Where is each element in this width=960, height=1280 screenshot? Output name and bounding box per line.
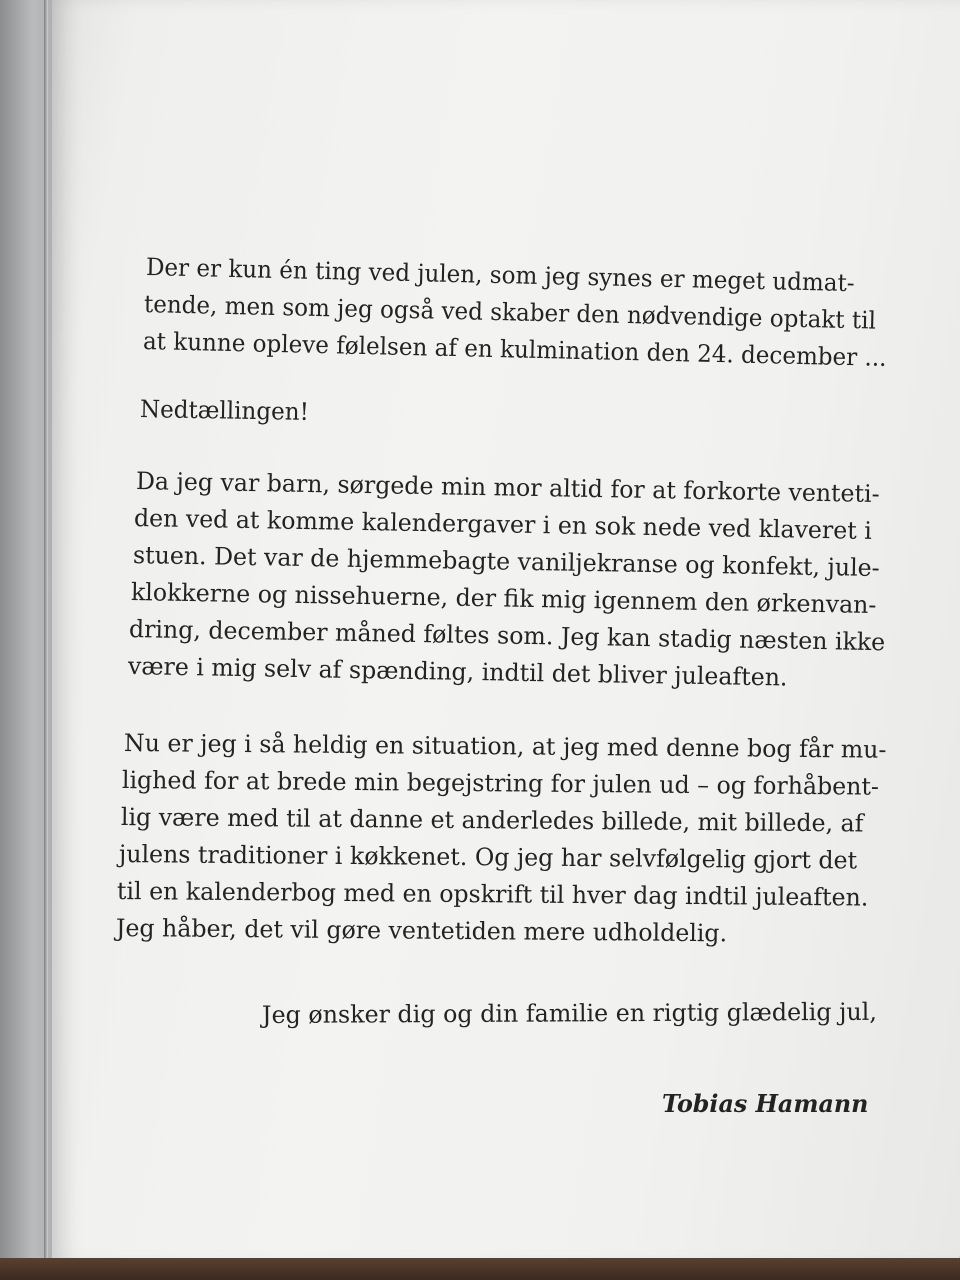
paragraph-4-line-4: julens traditioner i køkkenet. Og jeg har selvfølgelig gjort det — [118, 840, 858, 875]
paragraph-3-line-2: den ved at komme kalendergaver i en sok nede ved klaveret i — [133, 504, 873, 545]
closing-greeting: Jeg ønsker dig og din familie en rigtig glædelig jul, — [261, 997, 877, 1029]
paragraph-1-line-2: tende, men som jeg også ved skaber den nødvendige optakt til — [143, 290, 877, 335]
paragraph-1-line-3: at kunne opleve følelsen af en kulmination den 24. december ... — [142, 327, 887, 372]
paragraph-3-line-1: Da jeg var barn, sørgede min mor altid for at forkorte venteti- — [135, 467, 880, 508]
paragraph-4-line-3: lig være med til at danne et anderledes billede, mit billede, af — [120, 803, 864, 838]
paragraph-3-line-5: dring, december måned føltes som. Jeg kan stadig næsten ikke — [128, 615, 886, 657]
paragraph-4-line-6: Jeg håber, det vil gøre ventetiden mere udholdelig. — [115, 914, 728, 948]
paragraph-3-line-3: stuen. Det var de hjemmebagte vaniljekranse og konfekt, jule- — [132, 541, 880, 583]
author-signature: Tobias Hamann — [662, 1089, 869, 1118]
paragraph-1-line-1: Der er kun én ting ved julen, som jeg synes er meget udmat- — [145, 253, 855, 298]
paragraph-3-line-6: være i mig selv af spænding, indtil det bliver juleaften. — [127, 652, 788, 692]
paragraph-4-line-1: Nu er jeg i så heldig en situation, at jeg med denne bog får mu- — [123, 729, 887, 764]
paragraph-2-line-1: Nedtællingen! — [139, 395, 310, 426]
paragraph-3-line-4: klokkerne og nissehuerne, der fik mig igennem den ørkenvan- — [130, 578, 877, 620]
paragraph-4-line-5: til en kalenderbog med en opskrift til hver dag indtil juleaften. — [116, 877, 869, 912]
paragraph-4-line-2: lighed for at brede min begejstring for julen ud – og forhåbent- — [121, 766, 880, 801]
